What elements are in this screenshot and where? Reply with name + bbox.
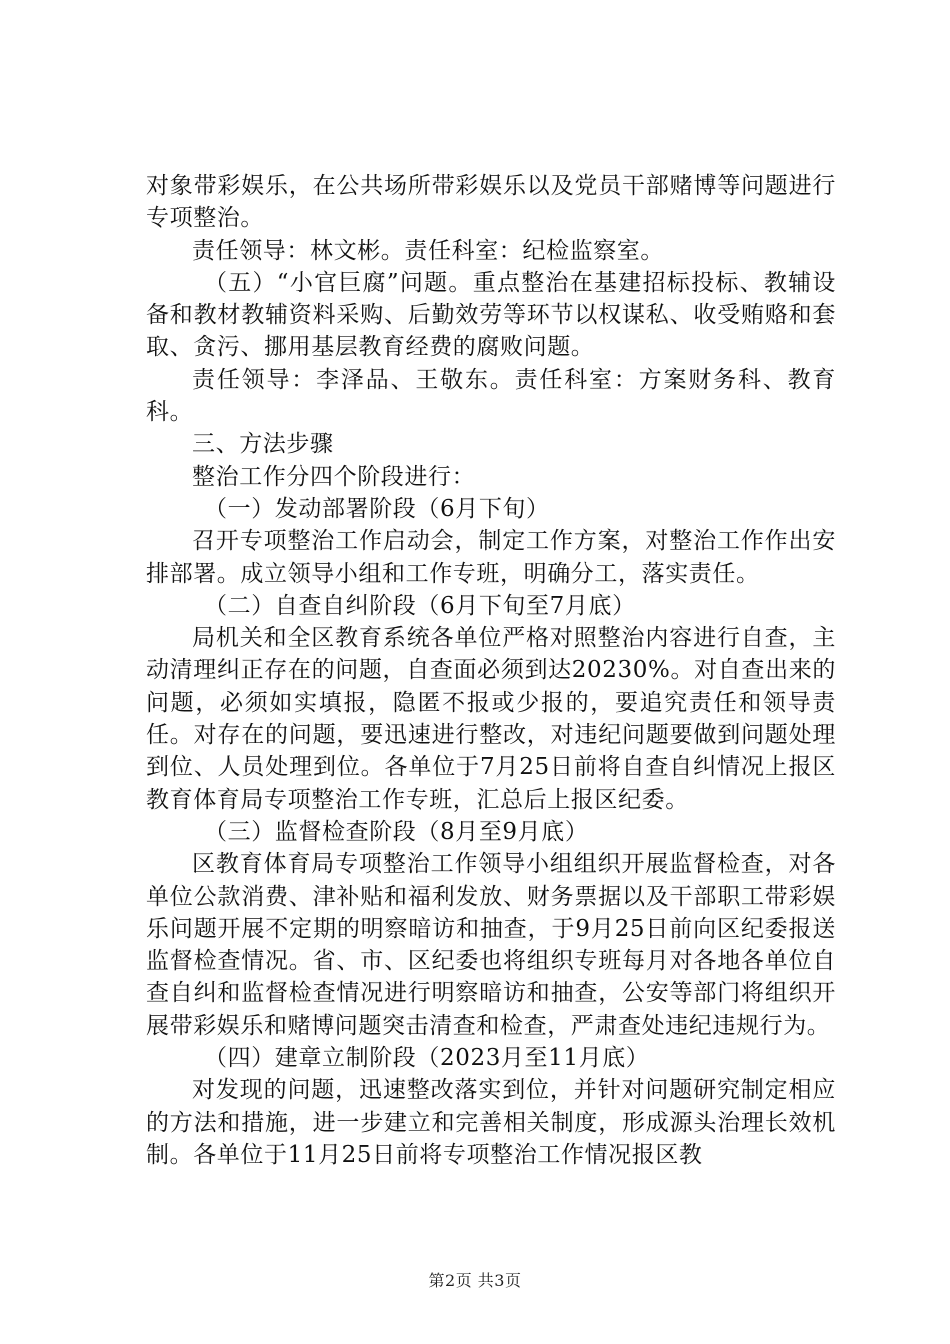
stage-heading-2: （二）自查自纠阶段（6月下旬至7月底） <box>204 592 636 619</box>
document-body <box>146 170 836 1171</box>
paragraph-stages-intro: 整治工作分四个阶段进行： <box>192 463 476 490</box>
paragraph-responsibility-4: 责任领导：林文彬。责任科室：纪检监察室。 <box>192 237 664 264</box>
stage-heading-4: （四）建章立制阶段（2023月至11月底） <box>204 1045 650 1072</box>
paragraph-stage-3: 区教育体育局专项整治工作领导小组组织开展监督检查，对各单位公款消费、津补贴和福利发放、财务票据以及干部职工带彩娱乐问题开展不定期的明察暗访和抽查，于9月25日前向区纪委报送监督检查情况。省、市、区纪委也将组织专班每月对各地各单位自查自纠和监督检查情况进行明察暗访和抽查，公安等部门将组织开展带彩娱乐和赌博问题突击清查和检查，严肃查处违纪违规行为。 <box>146 851 836 1039</box>
paragraph-responsibility-5: 责任领导：李泽品、王敬东。责任科室：方案财务科、教育科。 <box>146 366 836 426</box>
paragraph-item-5: （五）“小官巨腐”问题。重点整治在基建招标投标、教辅设备和教材教辅资料采购、后勤效劳等环节以权谋私、收受贿赂和套取、贪污、挪用基层教育经费的腐败问题。 <box>146 269 836 361</box>
paragraph-stage-4: 对发现的问题，迅速整改落实到位，并针对问题研究制定相应的方法和措施，进一步建立和完善相关制度，形成源头治理长效机制。各单位于11月25日前将专项整治工作情况报区教 <box>146 1077 836 1168</box>
stage-heading-1: （一）发动部署阶段（6月下旬） <box>204 495 550 522</box>
section-heading-methods: 三、方法步骤 <box>192 431 334 458</box>
stage-heading-3: （三）监督检查阶段（8月至9月底） <box>204 818 589 845</box>
paragraph-stage-1: 召开专项整治工作启动会，制定工作方案，对整治工作作出安排部署。成立领导小组和工作专班，明确分工，落实责任。 <box>146 528 836 587</box>
page-footer: 第2页 共3页 <box>428 1271 522 1290</box>
paragraph-stage-2: 局机关和全区教育系统各单位严格对照整治内容进行自查，主动清理纠正存在的问题，自查面必须到达20230%。对自查出来的问题，必须如实填报，隐匿不报或少报的，要追究责任和领导责任。对存在的问题，要迅速进行整改，对违纪问题要做到问题处理到位、人员处理到位。各单位于7月25日前将自查自纠情况上报区教育体育局专项整治工作专班，汇总后上报区纪委。 <box>146 625 836 813</box>
paragraph-continuation: 对象带彩娱乐，在公共场所带彩娱乐以及党员干部赌博等问题进行专项整治。 <box>146 173 836 232</box>
